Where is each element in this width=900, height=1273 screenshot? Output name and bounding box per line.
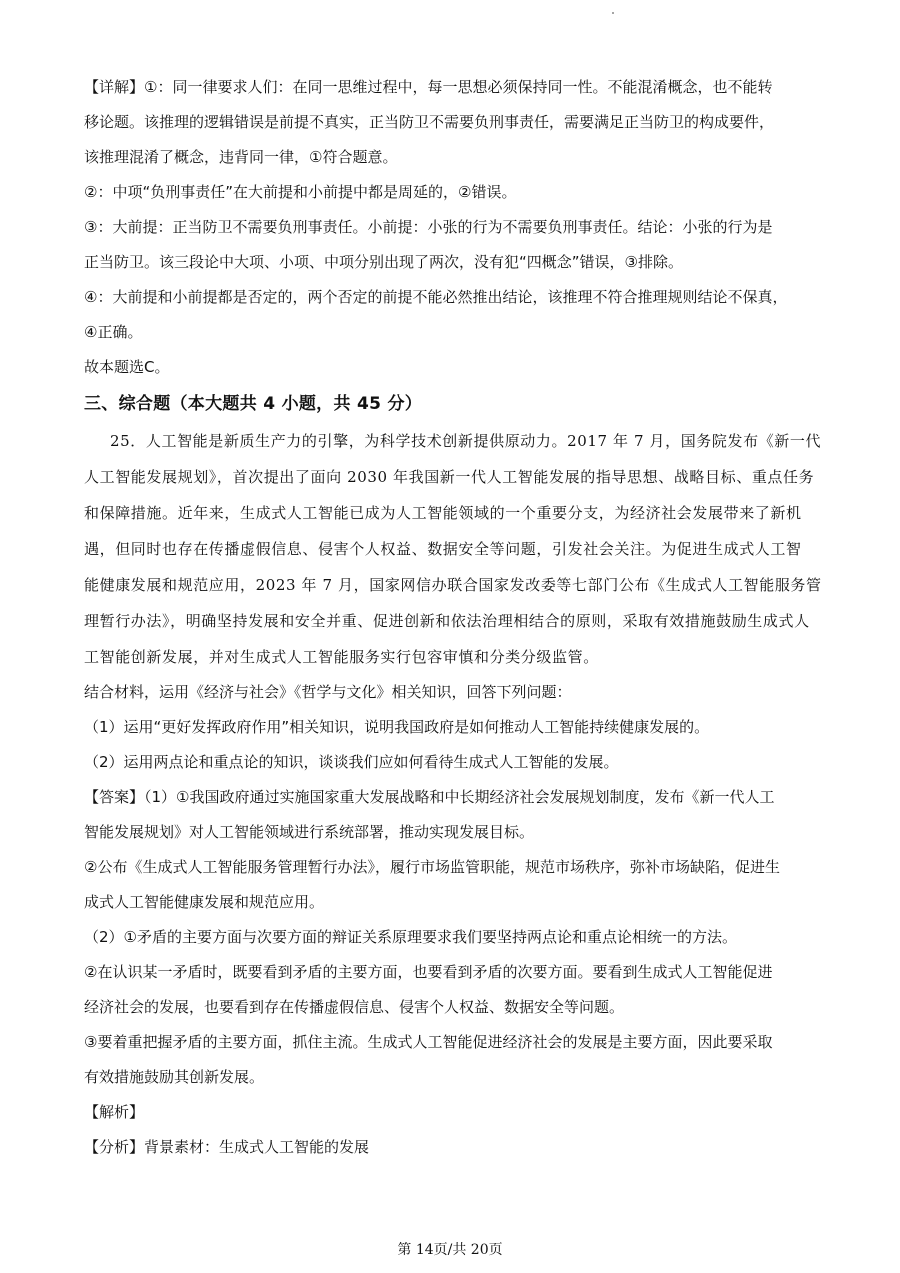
analysis-label: 【解析】	[84, 1103, 145, 1121]
answer-line: 有效措施鼓励其创新发展。	[84, 1068, 265, 1086]
material-line: 工智能创新发展，并对生成式人工智能服务实行包容审慎和分类分级监管。	[84, 648, 599, 666]
answer-line: 智能发展规划》对人工智能领域进行系统部署，推动实现发展目标。	[84, 823, 535, 841]
page-number: 第 14页/共 20页	[397, 1242, 503, 1258]
material-line: 人工智能发展规划》，首次提出了面向 2030 年我国新一代人工智能发展的指导思想、战略目标、重点任务	[84, 468, 815, 486]
answer-line: ②在认识某一矛盾时，既要看到矛盾的主要方面，也要看到矛盾的次要方面。要看到生成式人工智能促进	[84, 963, 773, 981]
detail-line: 故本题选C。	[84, 358, 170, 376]
material-line: 25．人工智能是新质生产力的引擎，为科学技术创新提供原动力。2017 年 7 月，国务院发布《新一代	[110, 432, 822, 450]
scan-speck	[612, 12, 614, 14]
answer-line: （2）①矛盾的主要方面与次要方面的辩证关系原理要求我们要坚持两点论和重点论相统一的方法。	[84, 928, 737, 946]
material-line: 和保障措施。近年来，生成式人工智能已成为人工智能领域的一个重要分支，为经济社会发展带来了新机	[84, 504, 802, 522]
answer-line: ②公布《生成式人工智能服务管理暂行办法》，履行市场监管职能，规范市场秩序，弥补市场缺陷，促进生	[84, 858, 780, 876]
analysis-line: 【分析】背景素材：生成式人工智能的发展	[84, 1138, 370, 1156]
detail-line: ④：大前提和小前提都是否定的，两个否定的前提不能必然推出结论，该推理不符合推理规则结论不保真，	[84, 288, 788, 306]
answer-line: 【答案】（1）①我国政府通过实施国家重大发展战略和中长期经济社会发展规划制度，发布《新一代人工	[84, 788, 775, 806]
material-line: 遇，但同时也存在传播虚假信息、侵害个人权益、数据安全等问题，引发社会关注。为促进生成式人工智	[84, 540, 802, 558]
answer-line: 成式人工智能健康发展和规范应用。	[84, 893, 325, 911]
detail-line: 【详解】①：同一律要求人们：在同一思维过程中，每一思想必须保持同一性。不能混淆概念，也不能转	[84, 78, 773, 96]
sub-question: （2）运用两点论和重点论的知识，谈谈我们应如何看待生成式人工智能的发展。	[84, 753, 619, 771]
material-line: 理暂行办法》，明确坚持发展和安全并重、促进创新和依法治理相结合的原则，采取有效措施鼓励生成式人	[84, 612, 810, 630]
detail-line: ②：中项“负刑事责任”在大前提和小前提中都是周延的，②错误。	[84, 183, 517, 201]
detail-line: ④正确。	[84, 323, 143, 341]
detail-line: ③：大前提：正当防卫不需要负刑事责任。小前提：小张的行为不需要负刑事责任。结论：小张的行为是	[84, 218, 773, 236]
detail-line: 移论题。该推理的逻辑错误是前提不真实，正当防卫不需要负刑事责任，需要满足正当防卫的构成要件，	[84, 113, 775, 131]
section-heading: 三、综合题（本大题共 4 小题，共 45 分）	[84, 394, 423, 414]
question-prompt: 结合材料，运用《经济与社会》《哲学与文化》相关知识，回答下列问题：	[84, 683, 572, 701]
answer-line: ③要着重把握矛盾的主要方面，抓住主流。生成式人工智能促进经济社会的发展是主要方面，因此要采取	[84, 1033, 773, 1051]
sub-question: （1）运用“更好发挥政府作用”相关知识，说明我国政府是如何推动人工智能持续健康发展的。	[84, 718, 710, 736]
material-line: 能健康发展和规范应用，2023 年 7 月，国家网信办联合国家发改委等七部门公布《生成式人工智能服务管	[84, 576, 822, 594]
answer-line: 经济社会的发展，也要看到存在传播虚假信息、侵害个人权益、数据安全等问题。	[84, 998, 625, 1016]
detail-line: 正当防卫。该三段论中大项、小项、中项分别出现了两次，没有犯“四概念”错误，③排除。	[84, 253, 683, 271]
detail-line: 该推理混淆了概念，违背同一律，①符合题意。	[84, 148, 398, 166]
